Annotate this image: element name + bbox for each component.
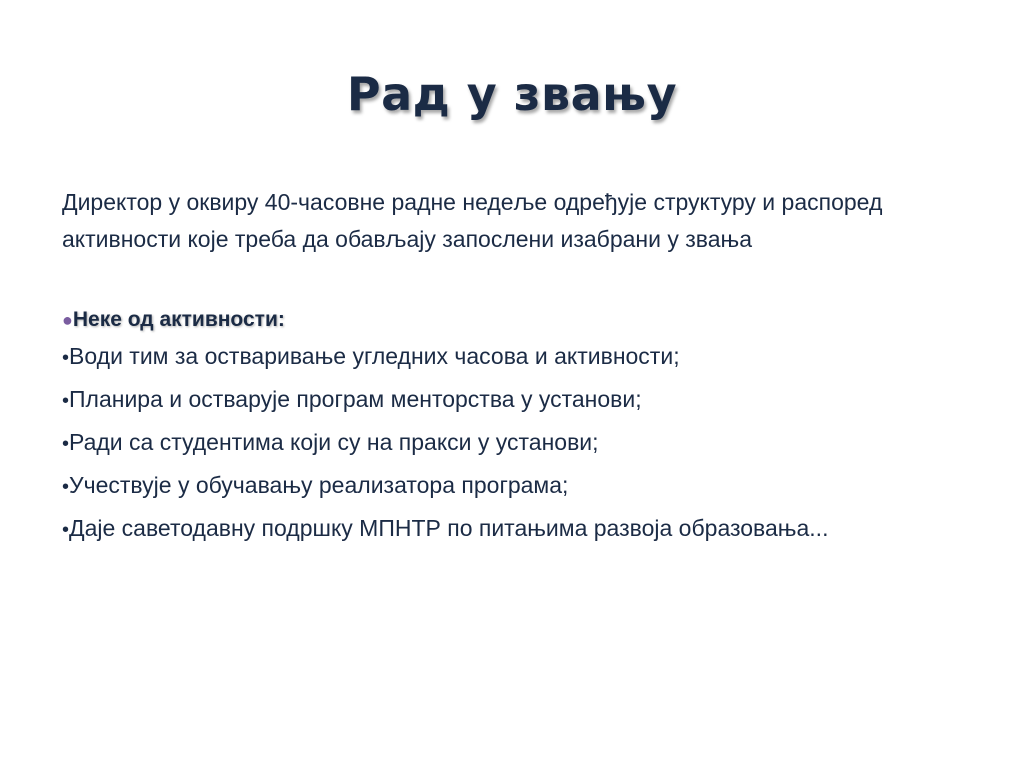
section-heading-text: Неке од активности: xyxy=(72,308,285,331)
list-item-text: Ради са студентима који су на пракси у установи; xyxy=(69,429,599,455)
bullet-icon: • xyxy=(62,390,70,412)
bullet-icon: • xyxy=(62,519,70,541)
list-item-text: Планира и остварује програм менторства у установи; xyxy=(69,386,642,412)
section-heading xyxy=(62,304,942,336)
slide-title: Рад у звању xyxy=(346,67,678,121)
list-item-text: Даје саветодавну подршку МПНТР по питањима развоја образовања... xyxy=(69,515,829,541)
bullet-icon: • xyxy=(62,433,70,455)
bullet-icon: • xyxy=(62,347,70,369)
list-item xyxy=(62,511,942,548)
list-item xyxy=(62,425,942,462)
purple-dot-icon: ● xyxy=(62,310,73,330)
list-item-text: Води тим за остваривање угледних часова и активности; xyxy=(69,343,680,369)
activity-list xyxy=(62,339,942,548)
list-item xyxy=(62,468,942,505)
list-item xyxy=(62,382,942,419)
bullet-icon: • xyxy=(62,476,70,498)
list-item xyxy=(62,339,942,376)
list-item-text: Учествује у обучавању реализатора програма; xyxy=(69,472,569,498)
intro-paragraph: Директор у оквиру 40-часовне радне недеље одређује структуру и распоред активности које треба да обављају запослени изабрани у звања xyxy=(62,189,883,252)
slide-content xyxy=(62,184,942,554)
